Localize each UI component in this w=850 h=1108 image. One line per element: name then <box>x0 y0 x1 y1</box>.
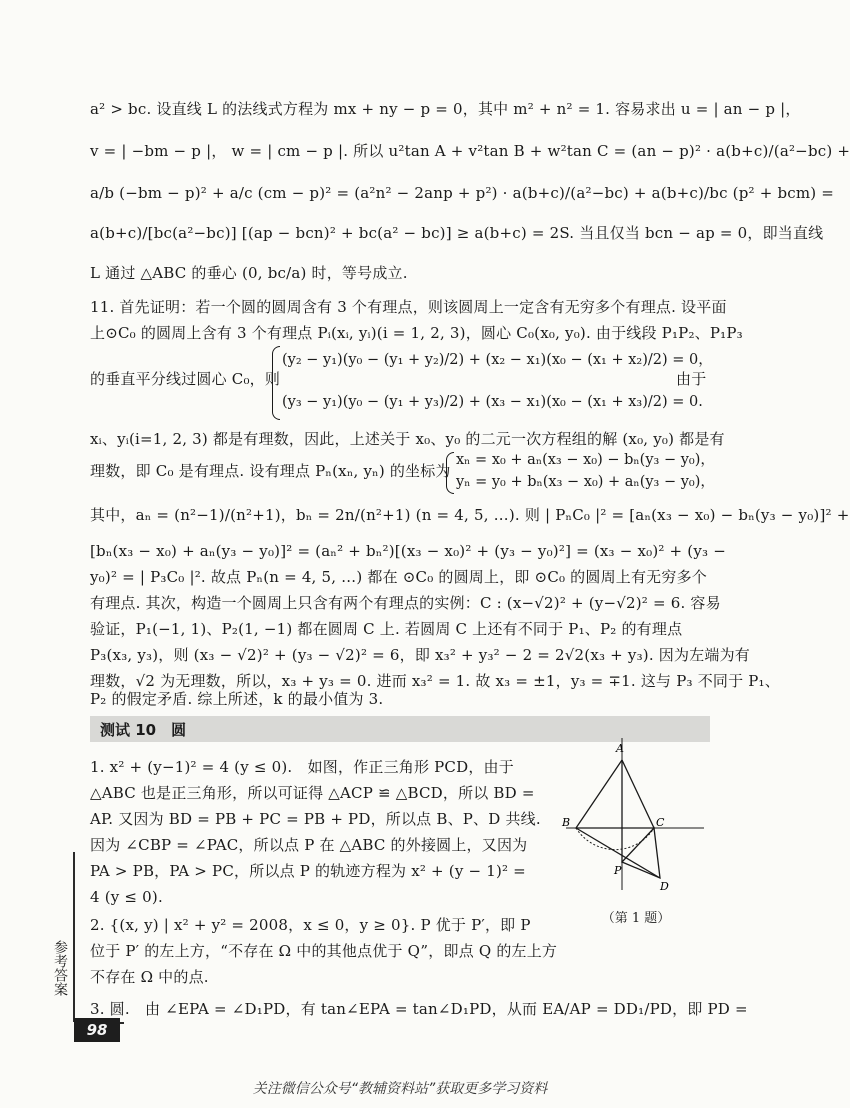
margin-rule <box>73 852 75 1022</box>
text-line: 其中，aₙ = (n²−1)/(n²+1)，bₙ = 2n/(n²+1) (n = 4, 5, …). 则 | PₙC₀ |² = [aₙ(x₃ − x₀) − bₙ(y₃ − y₀)]² + <box>90 506 850 524</box>
text-line: xᵢ、yᵢ(i=1, 2, 3) 都是有理数，因此，上述关于 x₀、y₀ 的二元一次方程组的解 (x₀, y₀) 都是有 <box>90 430 725 448</box>
text-line: v = | −bm − p |， w = | cm − p |. 所以 u²tan A + v²tan B + w²tan C = (an − p)² · a(b+c)/(a²−bc) + <box>90 142 850 160</box>
text-line: 有理点. 其次，构造一个圆周上只含有两个有理点的实例：C : (x−√2)² + (y−√2)² = 6. 容易 <box>90 594 721 612</box>
text-line: 验证，P₁(−1, 1)、P₂(1, −1) 都在圆周 C 上. 若圆周 C 上还有不同于 P₁、P₂ 的有理点 <box>90 620 683 638</box>
equation-brace <box>446 452 454 494</box>
problem-3-line: 3. 圆. 由 ∠EPA = ∠D₁PD，有 tan∠EPA = tan∠D₁PD，从而 EA/AP = DD₁/PD，即 PD = <box>90 1000 748 1018</box>
problem-1-line: 1. x² + (y−1)² = 4 (y ≤ 0). 如图，作正三角形 PCD，由于 <box>90 758 514 776</box>
text-line: 不存在 Ω 中的点. <box>90 968 209 986</box>
equation-brace <box>272 346 280 420</box>
text-line: a/b (−bm − p)² + a/c (cm − p)² = (a²n² − 2anp + p²) · a(b+c)/(a²−bc) + a(b+c)/bc (p² + bcm) = <box>90 184 835 202</box>
text-line: a(b+c)/[bc(a²−bc)] [(ap − bcn)² + bc(a² − bc)] ≥ a(b+c) = 2S. 当且仅当 bcn − ap = 0，即当直线 <box>90 224 824 242</box>
text-line: L 通过 △ABC 的垂心 (0, bc/a) 时，等号成立. <box>90 264 408 282</box>
footer-note: 关注微信公众号“教辅资料站”获取更多学习资料 <box>252 1081 548 1097</box>
equation-system-row: (y₃ − y₁)(y₀ − (y₁ + y₃)/2) + (x₃ − x₁)(x₀ − (x₁ + x₃)/2) = 0. <box>282 394 703 410</box>
text-line: y₀)² = | P₃C₀ |². 故点 Pₙ(n = 4, 5, …) 都在 ⊙C₀ 的圆周上，即 ⊙C₀ 的圆周上有无穷多个 <box>90 568 707 586</box>
text-line: 4 (y ≤ 0). <box>90 888 163 906</box>
problem-11-line: 11. 首先证明：若一个圆的圆周含有 3 个有理点，则该圆周上一定含有无穷多个有理点. 设平面 <box>90 298 727 316</box>
section-title: 测试 10 圆 <box>100 721 187 739</box>
text-line: [bₙ(x₃ − x₀) + aₙ(y₃ − y₀)]² = (aₙ² + bₙ²)[(x₃ − x₀)² + (y₃ − y₀)²] = (x₃ − x₀)² + (y₃ − <box>90 542 726 560</box>
text-line: 理数，即 C₀ 是有理点. 设有理点 Pₙ(xₙ, yₙ) 的坐标为 <box>90 462 451 480</box>
geometry-figure <box>560 738 710 928</box>
figure-caption: （第 1 题） <box>601 911 671 926</box>
equation-system-row: yₙ = y₀ + bₙ(x₃ − x₀) + aₙ(y₃ − y₀)， <box>456 474 715 490</box>
text-line: 由于 <box>676 370 707 388</box>
equation-system-row: (y₂ − y₁)(y₀ − (y₁ + y₂)/2) + (x₂ − x₁)(x₀ − (x₁ + x₂)/2) = 0， <box>282 352 713 368</box>
label-c: C <box>656 816 665 829</box>
problem-2-line: 2. {(x, y) | x² + y² = 2008，x ≤ 0，y ≥ 0}. P 优于 P′，即 P <box>90 916 531 934</box>
text-line: 因为 ∠CBP = ∠PAC，所以点 P 在 △ABC 的外接圆上，又因为 <box>90 836 528 854</box>
text-line: 理数，√2 为无理数，所以，x₃ + y₃ = 0. 进而 x₃² = 1. 故 x₃ = ±1，y₃ = ∓1. 这与 P₃ 不同于 P₁、 <box>90 672 780 690</box>
text-line: P₃(x₃, y₃)，则 (x₃ − √2)² + (y₃ − √2)² = 6，即 x₃² + y₃² − 2 = 2√2(x₃ + y₃). 因为左端为有 <box>90 646 750 664</box>
text-line: 的垂直平分线过圆心 C₀，则 <box>90 370 281 388</box>
text-line: PA > PB，PA > PC，所以点 P 的轨迹方程为 x² + (y − 1)² = <box>90 862 526 880</box>
label-a: A <box>616 742 624 755</box>
triangle-abc <box>576 760 654 828</box>
label-p: P <box>614 864 622 877</box>
text-line: AP. 又因为 BD = PB + PC = PB + PD，所以点 B、P、D 共线. <box>90 810 541 828</box>
triangle-pcd <box>622 828 660 878</box>
label-d: D <box>660 880 669 893</box>
text-line: △ABC 也是正三角形，所以可证得 △ACP ≌ △BCD，所以 BD = <box>90 784 535 802</box>
text-line: 位于 P′ 的左上方，“不存在 Ω 中的其他点优于 Q”，即点 Q 的左上方 <box>90 942 558 960</box>
arc-locus <box>576 828 654 850</box>
text-line: a² > bc. 设直线 L 的法线式方程为 mx + ny − p = 0，其中 m² + n² = 1. 容易求出 u = | an − p |， <box>90 100 801 118</box>
label-b: B <box>562 816 571 829</box>
text-line: P₂ 的假定矛盾. 综上所述，k 的最小值为 3. <box>90 690 384 708</box>
side-label: 参考答案 <box>52 940 68 996</box>
equation-system-row: xₙ = x₀ + aₙ(x₃ − x₀) − bₙ(y₃ − y₀)， <box>456 452 715 468</box>
text-line: 上⊙C₀ 的圆周上含有 3 个有理点 Pᵢ(xᵢ, yᵢ)(i = 1, 2, 3)，圆心 C₀(x₀, y₀). 由于线段 P₁P₂、P₁P₃ <box>90 324 743 342</box>
page-number: 98 <box>74 1018 120 1042</box>
